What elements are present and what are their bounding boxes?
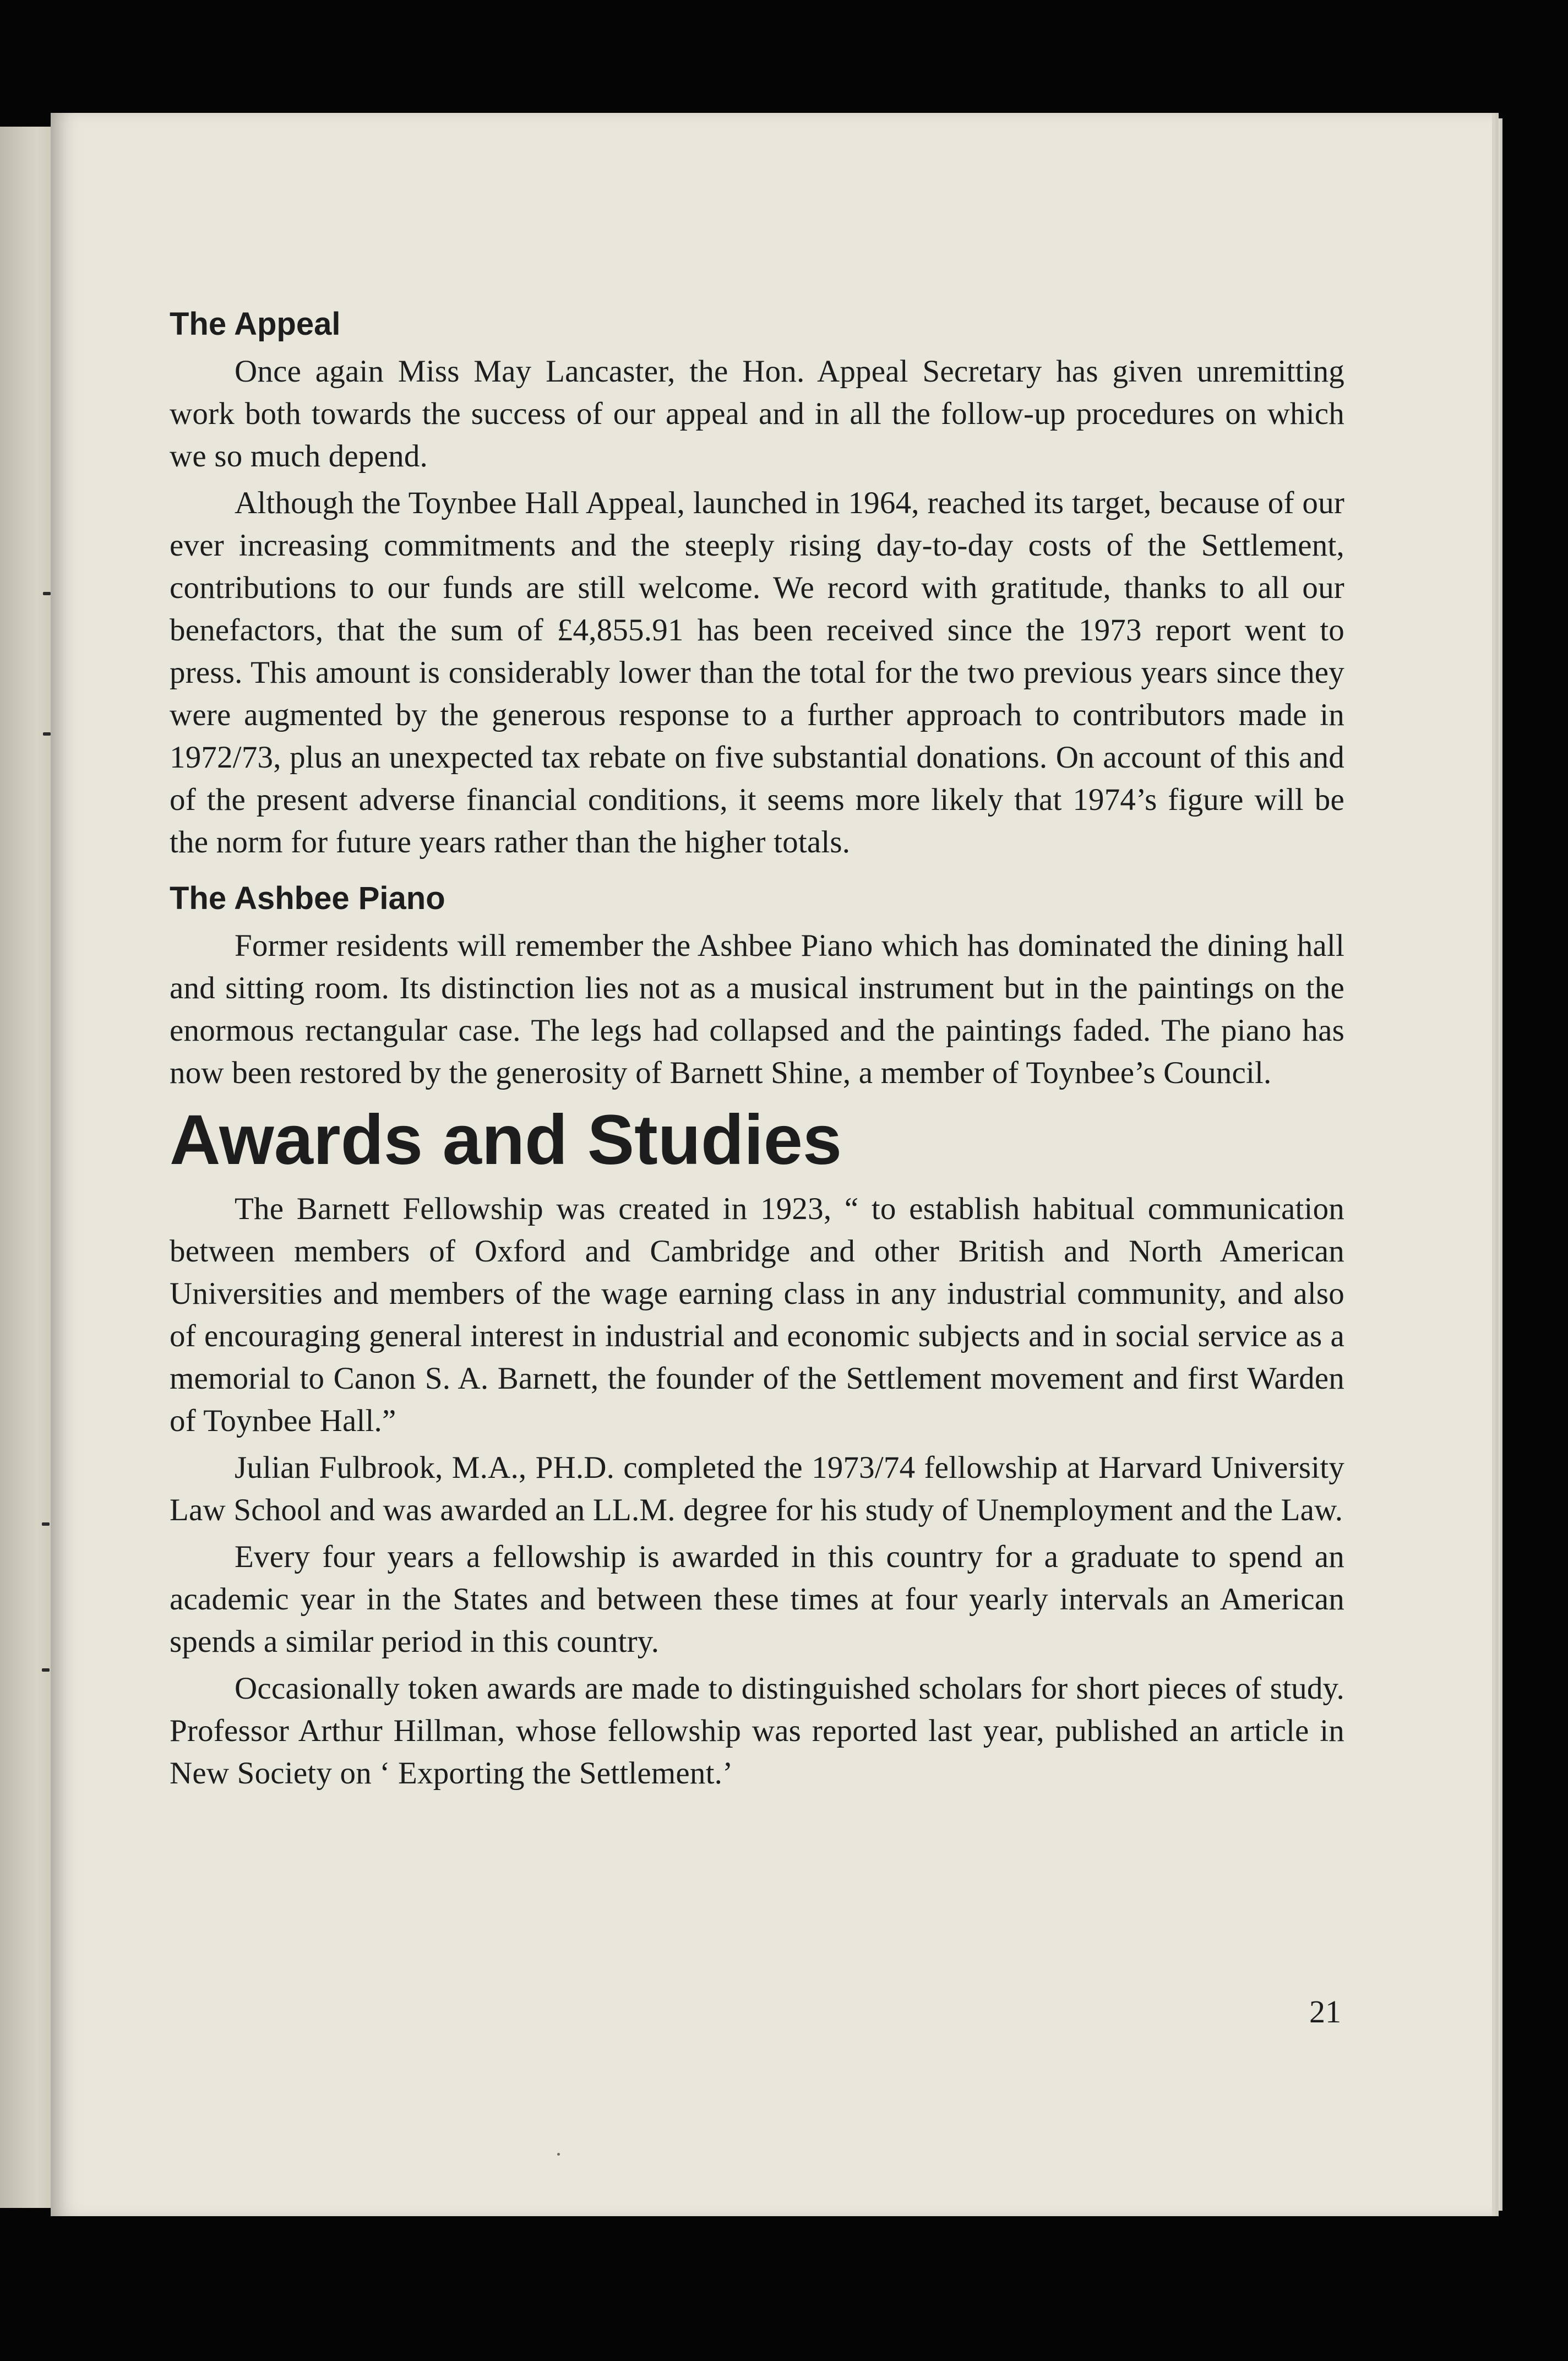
heading-awards-and-studies: Awards and Studies (170, 1101, 842, 1179)
heading-ashbee-piano: The Ashbee Piano (170, 880, 445, 916)
binding-mark (42, 1522, 50, 1526)
page-number: 21 (1309, 1994, 1341, 2030)
binding-mark (43, 732, 51, 736)
paragraph: Julian Fulbrook, M.A., PH.D. completed the 1973/74 fellowship at Harvard University Law School and was awarded an LL.M. degree for his study of Unemployment and the Law. (170, 1450, 1344, 1527)
paragraph: Every four years a fellowship is awarded in this country for a graduate to spend an academic year in the States and between these times at four yearly intervals an American spends a similar period in this country. (170, 1539, 1344, 1659)
paragraph: Although the Toynbee Hall Appeal, launched in 1964, reached its target, because of our ever increasing commitments and the steeply rising day-to-day costs of the Settlement, contributions to our funds are still welcome. We record with gratitude, thanks to all our benefactors, that the sum of £4,855.91 has been received since the 1973 report went to press. This amount is considerably lower than the total for the two previous years since they were augmented by the generous response to a further approach to contributors made in 1972/73, plus an unexpected tax rebate on five substantial donations. On account of this and of the present adverse financial conditions, it seems more likely that 1974’s figure will be the norm for future years rather than the higher totals. (170, 486, 1344, 859)
binding-mark (43, 592, 51, 595)
paragraph: Former residents will remember the Ashbee Piano which has dominated the dining hall and sitting room. Its distinction lies not as a musical instrument but in the paintings on the enormous rectangular case. The legs had collapsed and the paintings faded. The piano has now been restored by the generosity of Barnett Shine, a member of Toynbee’s Council. (170, 928, 1344, 1090)
paragraph: The Barnett Fellowship was created in 1923, “ to establish habitual communication between members of Oxford and Cambridge and other British and North American Universities and members of the wage earning class in any industrial community, and also of encouraging general interest in industrial and economic subjects and in social service as a memorial to Canon S. A. Barnett, the founder of the Settlement movement and first Warden of Toynbee Hall.” (170, 1192, 1344, 1438)
paragraph: Once again Miss May Lancaster, the Hon. Appeal Secretary has given unremitting work both towards the success of our appeal and in all the follow-up procedures on which we so much depend. (170, 354, 1344, 474)
heading-the-appeal: The Appeal (170, 306, 341, 342)
binding-mark (42, 1668, 50, 1672)
page-speck (557, 2153, 560, 2156)
page-content (170, 306, 1344, 1799)
paragraph: Occasionally token awards are made to distinguished scholars for short pieces of study. Professor Arthur Hillman, whose fellowship was reported last year, published an article in New Society on ‘ Exporting the Settlement.’ (170, 1671, 1344, 1791)
